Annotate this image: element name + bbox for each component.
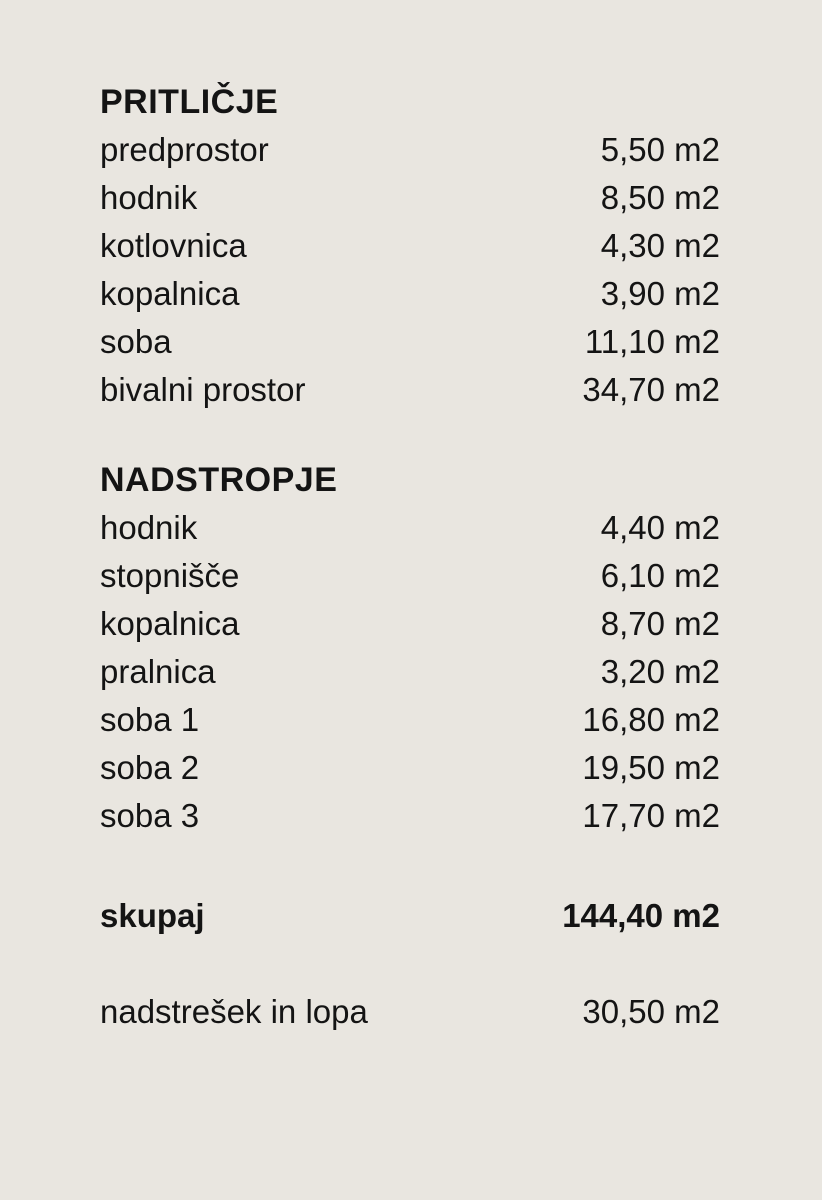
extra-name: nadstrešek in lopa	[100, 993, 368, 1030]
room-area: 34,70 m2	[582, 371, 720, 408]
room-area: 19,50 m2	[582, 749, 720, 786]
extra-area: 30,50 m2	[582, 993, 720, 1030]
room-area: 8,50 m2	[600, 179, 720, 216]
spacer	[100, 840, 720, 892]
room-row	[100, 600, 720, 648]
room-row	[100, 792, 720, 840]
room-row	[100, 318, 720, 366]
room-row	[100, 174, 720, 222]
spacer	[100, 414, 720, 456]
room-row	[100, 696, 720, 744]
total-area: 144,40 m2	[562, 897, 720, 934]
room-area: 5,50 m2	[600, 131, 720, 168]
room-name: kotlovnica	[100, 227, 247, 264]
room-area: 16,80 m2	[582, 701, 720, 738]
room-row	[100, 222, 720, 270]
room-name: soba 2	[100, 749, 200, 786]
room-area: 3,20 m2	[600, 653, 720, 690]
room-row	[100, 270, 720, 318]
room-area: 17,70 m2	[582, 797, 720, 834]
section-upper-floor	[100, 456, 720, 840]
room-name: hodnik	[100, 179, 198, 216]
room-row	[100, 744, 720, 792]
room-row	[100, 126, 720, 174]
room-name: predprostor	[100, 131, 269, 168]
room-area: 8,70 m2	[600, 605, 720, 642]
total-label: skupaj	[100, 897, 205, 934]
section-title: PRITLIČJE	[100, 83, 279, 121]
spacer	[100, 940, 720, 988]
room-name: soba	[100, 323, 172, 360]
room-name: pralnica	[100, 653, 216, 690]
room-name: kopalnica	[100, 275, 240, 312]
room-name: soba 1	[100, 701, 200, 738]
room-name: bivalni prostor	[100, 371, 306, 408]
room-name: hodnik	[100, 509, 198, 546]
room-area: 6,10 m2	[600, 557, 720, 594]
room-row	[100, 552, 720, 600]
room-row	[100, 366, 720, 414]
section-title: NADSTROPJE	[100, 461, 338, 499]
room-name: soba 3	[100, 797, 200, 834]
room-area: 4,30 m2	[600, 227, 720, 264]
total-row	[100, 892, 720, 940]
section-ground-floor	[100, 78, 720, 414]
room-area: 11,10 m2	[584, 323, 720, 360]
area-table	[100, 78, 720, 1036]
room-row	[100, 504, 720, 552]
room-name: kopalnica	[100, 605, 240, 642]
room-row	[100, 648, 720, 696]
room-area: 3,90 m2	[600, 275, 720, 312]
room-name: stopnišče	[100, 557, 240, 594]
room-area: 4,40 m2	[600, 509, 720, 546]
extra-row	[100, 988, 720, 1036]
